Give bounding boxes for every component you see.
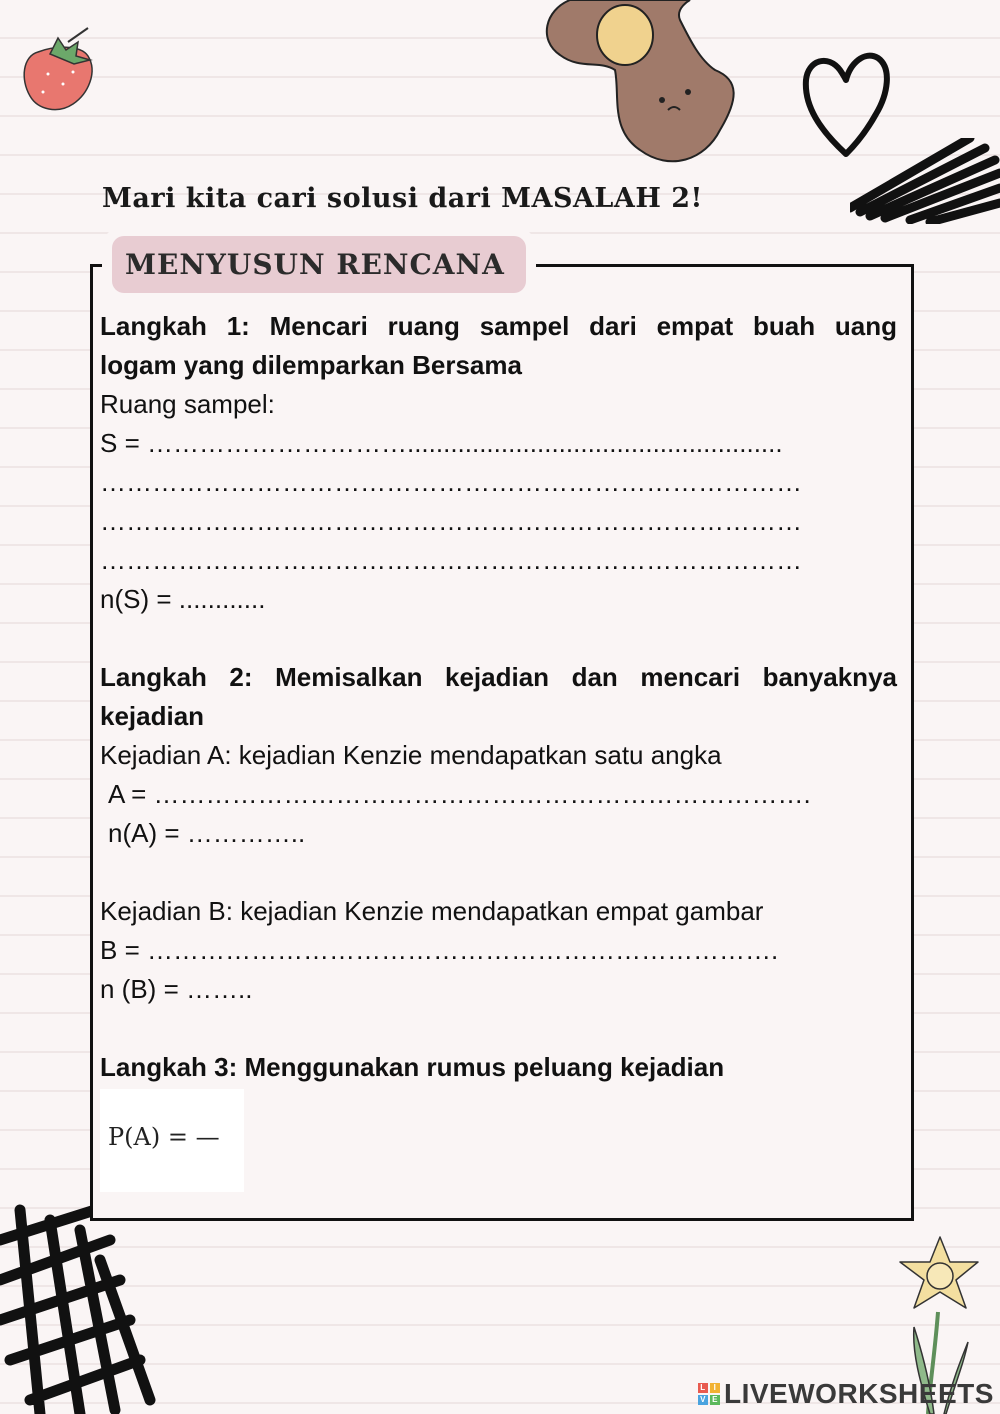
nb-answer-field[interactable]: n (B) = …….. [100, 974, 253, 1004]
event-b-answer-field[interactable]: B = ………………………………………………………………. [100, 935, 779, 965]
bear-icon [540, 0, 745, 172]
event-b-description: Kejadian B: kejadian Kenzie mendapatkan empat gambar [100, 896, 764, 926]
section-label: MENYUSUN RENCANA [125, 248, 505, 281]
event-a-answer-field[interactable]: A = …………………………………………………………………. [108, 779, 811, 809]
step3-heading: Langkah 3: Menggunakan rumus peluang kejadian [100, 1052, 725, 1082]
step1-heading [100, 307, 897, 385]
step1-heading-line1: Langkah 1: Mencari ruang sampel dari empat buah uang [100, 311, 897, 341]
strawberry-icon [18, 24, 104, 114]
na-answer-field[interactable]: n(A) = ………….. [108, 818, 306, 848]
ns-answer-field[interactable]: n(S) = ............ [100, 584, 266, 614]
step2-heading-line1: Langkah 2: Memisalkan kejadian dan mencari banyaknya [100, 662, 897, 692]
step1-heading-line2: logam yang dilemparkan Bersama [100, 350, 522, 380]
scribble-icon [0, 1200, 160, 1414]
plan-content [100, 307, 897, 1087]
sample-space-label: Ruang sampel: [100, 389, 275, 419]
answer-dots-line[interactable]: ……………………………………………………………………… [100, 467, 802, 497]
answer-dots-line[interactable]: ……………………………………………………………………… [100, 545, 802, 575]
logo-text: LIVEWORKSHEETS [724, 1378, 994, 1409]
probability-formula: P(A) = — [108, 1123, 220, 1151]
sample-space-answer-field[interactable]: S = ………………………….................................................... [100, 428, 783, 458]
step2-heading-line2: kejadian [100, 701, 205, 731]
page-title: Mari kita cari solusi dari MASALAH 2! [102, 183, 703, 214]
answer-dots-line[interactable]: ……………………………………………………………………… [100, 506, 802, 536]
logo-mark-icon: L I V E [698, 1383, 720, 1405]
liveworksheets-logo [698, 1378, 994, 1410]
event-a-description: Kejadian A: kejadian Kenzie mendapatkan satu angka [100, 740, 722, 770]
scribble-icon [850, 138, 1000, 224]
step2-heading [100, 658, 897, 736]
